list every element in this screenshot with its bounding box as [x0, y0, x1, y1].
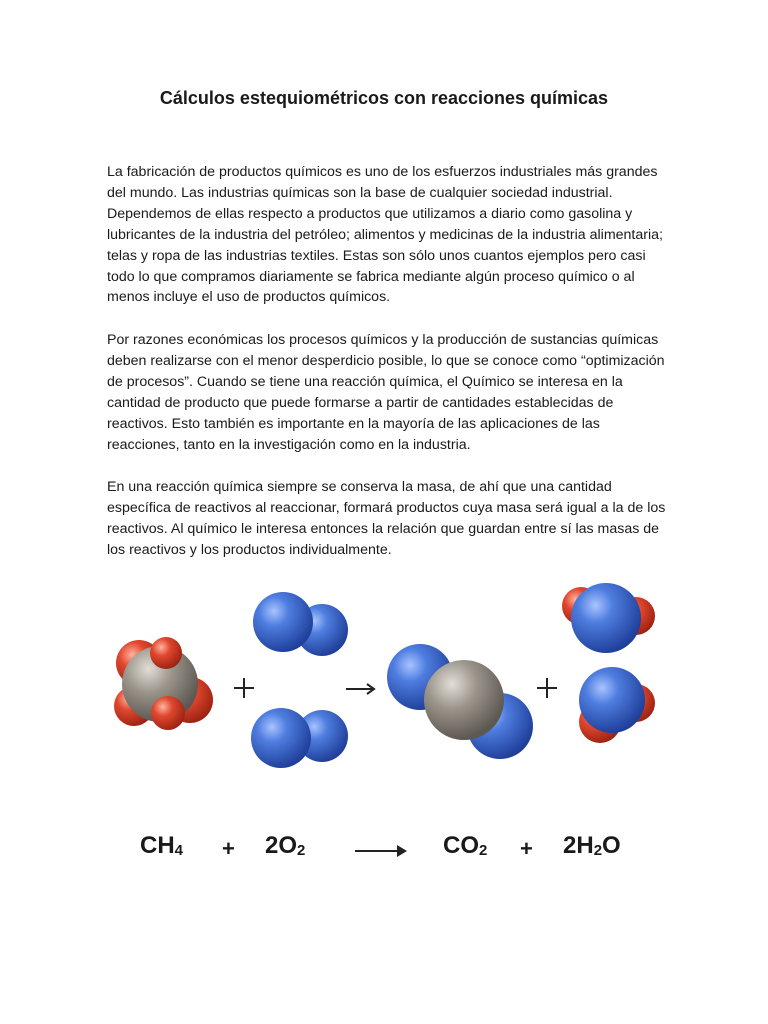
paragraph-mass-conservation: En una reacción química siempre se conserva la masa, de ahí que una cantidad específica de reactivos al reaccionar, formará productos cuya masa será igual a la de los reactivos. Al químico le interesa entonces la relación que guardan entre sí las masas de los reactivos y los productos individualmente. [107, 479, 666, 558]
ch4-molecule [114, 637, 213, 730]
formula-2o2: $2O_2$ [265, 832, 306, 859]
plus-icon [234, 678, 254, 698]
o2-molecule-top [253, 592, 348, 656]
formula-ch4: $CH_4$ [140, 832, 184, 859]
h2o-molecule-bottom [579, 667, 655, 743]
h2o-molecule-top [562, 583, 655, 653]
paragraph-intro: La fabricación de productos químicos es uno de los esfuerzos industriales más grandes del mundo. Las industrias químicas son la base de cualquier sociedad industrial. Dependemos de ellas respecto a productos que utilizamos a diario como gasolina y lubricantes de la industria del petróleo; alimentos y medicinas de la industria alimentaria; telas y ropa de las industrias textiles. Estas son sólo unos cuantos ejemplos pero casi todo lo que compramos diariamente se fabrica mediante algún proceso químico o al menos incluye el uso de productos químicos. [107, 164, 663, 306]
plus-icon [537, 678, 557, 698]
paragraph-optimization: Por razones económicas los procesos químicos y la producción de sustancias químicas deben realizarse con el menor desperdicio posible, lo que se conoce como “optimización de procesos”. Cuando se tiene una reacción química, el Químico se interesa en la cantidad de producto que puede formarse a partir de cantidades establecidas de reactivos. Esto también es importante en la mayoría de las aplicaciones de las reacciones, tanto en la investigación como en la industria. [107, 332, 665, 453]
formula-co2: $CO_2$ [443, 832, 488, 859]
arrow-icon [346, 684, 374, 694]
equation-plus: + [222, 836, 235, 861]
molecule-illustration [0, 560, 768, 800]
equation-arrow-icon [355, 850, 405, 852]
equation-plus: + [520, 836, 533, 861]
co2-molecule [387, 644, 533, 759]
o2-molecule-bottom [251, 708, 348, 768]
page-title: Cálculos estequiométricos con reacciones químicas [159, 88, 609, 108]
formula-2h2o: $2H_2O$ [563, 832, 621, 859]
